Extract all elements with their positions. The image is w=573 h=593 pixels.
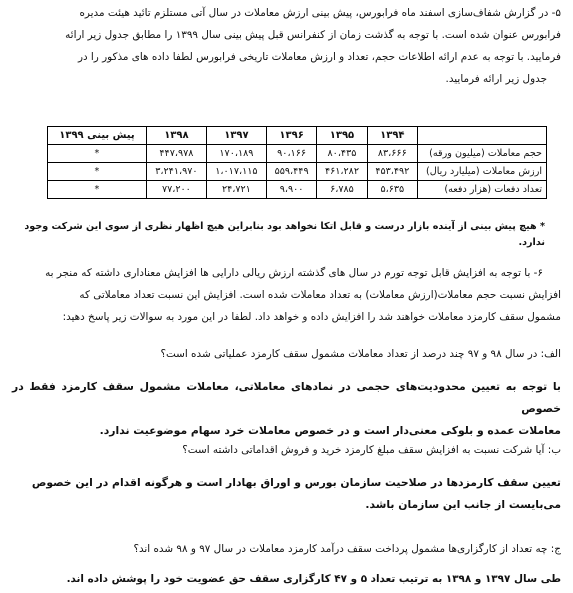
table-row-label: ارزش معاملات (میلیارد ریال) (418, 163, 547, 181)
answer-alef-line: با توجه به تعیین محدودیت‌های حجمی در نمادهای معاملاتی، معاملات مشمول سقف کارمزد فقط در خصوص (12, 380, 561, 415)
answer-alef-line: معاملات عمده و بلوکی معنی‌دار است و در خصوص معاملات خرد سهام موضوعیت ندارد. (99, 424, 561, 437)
table-cell: ۸۳،۶۶۶ (367, 145, 417, 163)
paragraph-6-line: مشمول سقف کارمزد معاملات خواهند شد را افزایش داده و خواهد داد. لطفا در این مورد به سوالات زیر پاسخ دهید: (62, 311, 561, 323)
answer-be-line: تعیین سقف کارمزدها در صلاحیت سازمان بورس و اوراق بهادار است و هرگونه اقدام در این خصوص (31, 476, 561, 489)
paragraph-5-line: جدول زیر ارائه فرمایید. (445, 73, 547, 85)
answer-jim: طی سال ۱۳۹۷ و ۱۳۹۸ به ترتیب تعداد ۵ و ۴۷ کارگزاری سقف حق عضویت خود را پوشش داده اند. (66, 573, 561, 585)
table-row (48, 163, 547, 181)
answer-alef (12, 376, 561, 442)
table-cell: ۳،۲۴۱،۹۷۰ (146, 163, 206, 181)
answer-be (12, 472, 561, 516)
table-header-cell: ۱۳۹۷ (206, 127, 266, 145)
table-header-cell: ۱۳۹۶ (266, 127, 316, 145)
table-row-label: تعداد دفعات (هزار دفعه) (418, 181, 547, 199)
table-cell: ۸۰،۴۳۵ (317, 145, 367, 163)
table-cell: ۴۵۳،۴۹۲ (367, 163, 417, 181)
question-alef: الف: در سال ۹۸ و ۹۷ چند درصد از تعداد معاملات مشمول سقف کارمزد عملیاتی شده است؟ (160, 348, 561, 360)
table-header-cell: ۱۳۹۴ (367, 127, 417, 145)
table-header-cell: پیش بینی ۱۳۹۹ (48, 127, 147, 145)
paragraph-6-line: افزایش نسبت حجم معاملات(ارزش معاملات) به تعداد معاملات شده است. افزایش این نسبت تعداد معاملاتی که (79, 289, 561, 301)
question-be: ب: آیا شرکت نسبت به افزایش سقف مبلغ کارمزد خرید و فروش اقداماتی داشته است؟ (182, 444, 561, 456)
paragraph-5-line: فرابورس عنوان شده است. با توجه به گذشت زمان از کنفرانس قبل پیش بینی سال ۱۳۹۹ را مطابق جدول زیر ارائه (65, 29, 561, 41)
table-header-cell: ۱۳۹۵ (317, 127, 367, 145)
table-cell: ۹۰،۱۶۶ (266, 145, 316, 163)
table-header-cell: ۱۳۹۸ (146, 127, 206, 145)
table-cell: * (48, 163, 147, 181)
table-cell: ۱۷۰،۱۸۹ (206, 145, 266, 163)
table-cell: ۲۴،۷۲۱ (206, 181, 266, 199)
table-row (48, 145, 547, 163)
table-header-row (48, 127, 547, 145)
table-cell: ۴۶۱،۲۸۲ (317, 163, 367, 181)
table-row-label: حجم معاملات (میلیون ورقه) (418, 145, 547, 163)
table-corner-cell (418, 127, 547, 145)
table-cell: * (48, 145, 147, 163)
answer-be-line: می‌بایست از جانب این سازمان باشد. (365, 498, 561, 511)
table-cell: ۶،۷۸۵ (317, 181, 367, 199)
paragraph-5 (12, 2, 561, 90)
table-cell: ۷۷،۲۰۰ (146, 181, 206, 199)
trading-stats-table (47, 126, 547, 199)
paragraph-5-line: فرمایید. با توجه به عدم ارائه اطلاعات حجم، تعداد و ارزش معاملات تاریخی فرابورس لطفا داده های مذکور را در (77, 51, 561, 63)
table-row (48, 181, 547, 199)
paragraph-5-line: ۵- در گزارش شفاف‌سازی اسفند ماه فرابورس، پیش بینی ارزش معاملات در سال آتی مستلزم تائید هیئت مدیره (79, 7, 561, 19)
table-cell: ۴۴۷،۹۷۸ (146, 145, 206, 163)
paragraph-6-line: ۶- با توجه به افزایش قابل توجه تورم در سال های گذشته ارزش ریالی دارایی ها افزایش معناداری داشته که منجر به (45, 267, 543, 279)
question-jim: ج: چه تعداد از کارگزاری‌ها مشمول پرداخت سقف درآمد کارمزد معاملات در سال ۹۷ و ۹۸ شده اند؟ (133, 543, 561, 555)
table-cell: * (48, 181, 147, 199)
paragraph-6 (12, 262, 561, 328)
table-cell: ۵۵۹،۴۴۹ (266, 163, 316, 181)
table-footnote: * هیچ پیش بینی از آینده بازار درست و قابل اتکا نخواهد بود بنابراین هیچ اظهار نظری از سوی این شرکت وجود ندارد. (24, 221, 545, 248)
table-cell: ۱،۰۱۷،۱۱۵ (206, 163, 266, 181)
table-cell: ۵،۶۳۵ (367, 181, 417, 199)
table-cell: ۹،۹۰۰ (266, 181, 316, 199)
